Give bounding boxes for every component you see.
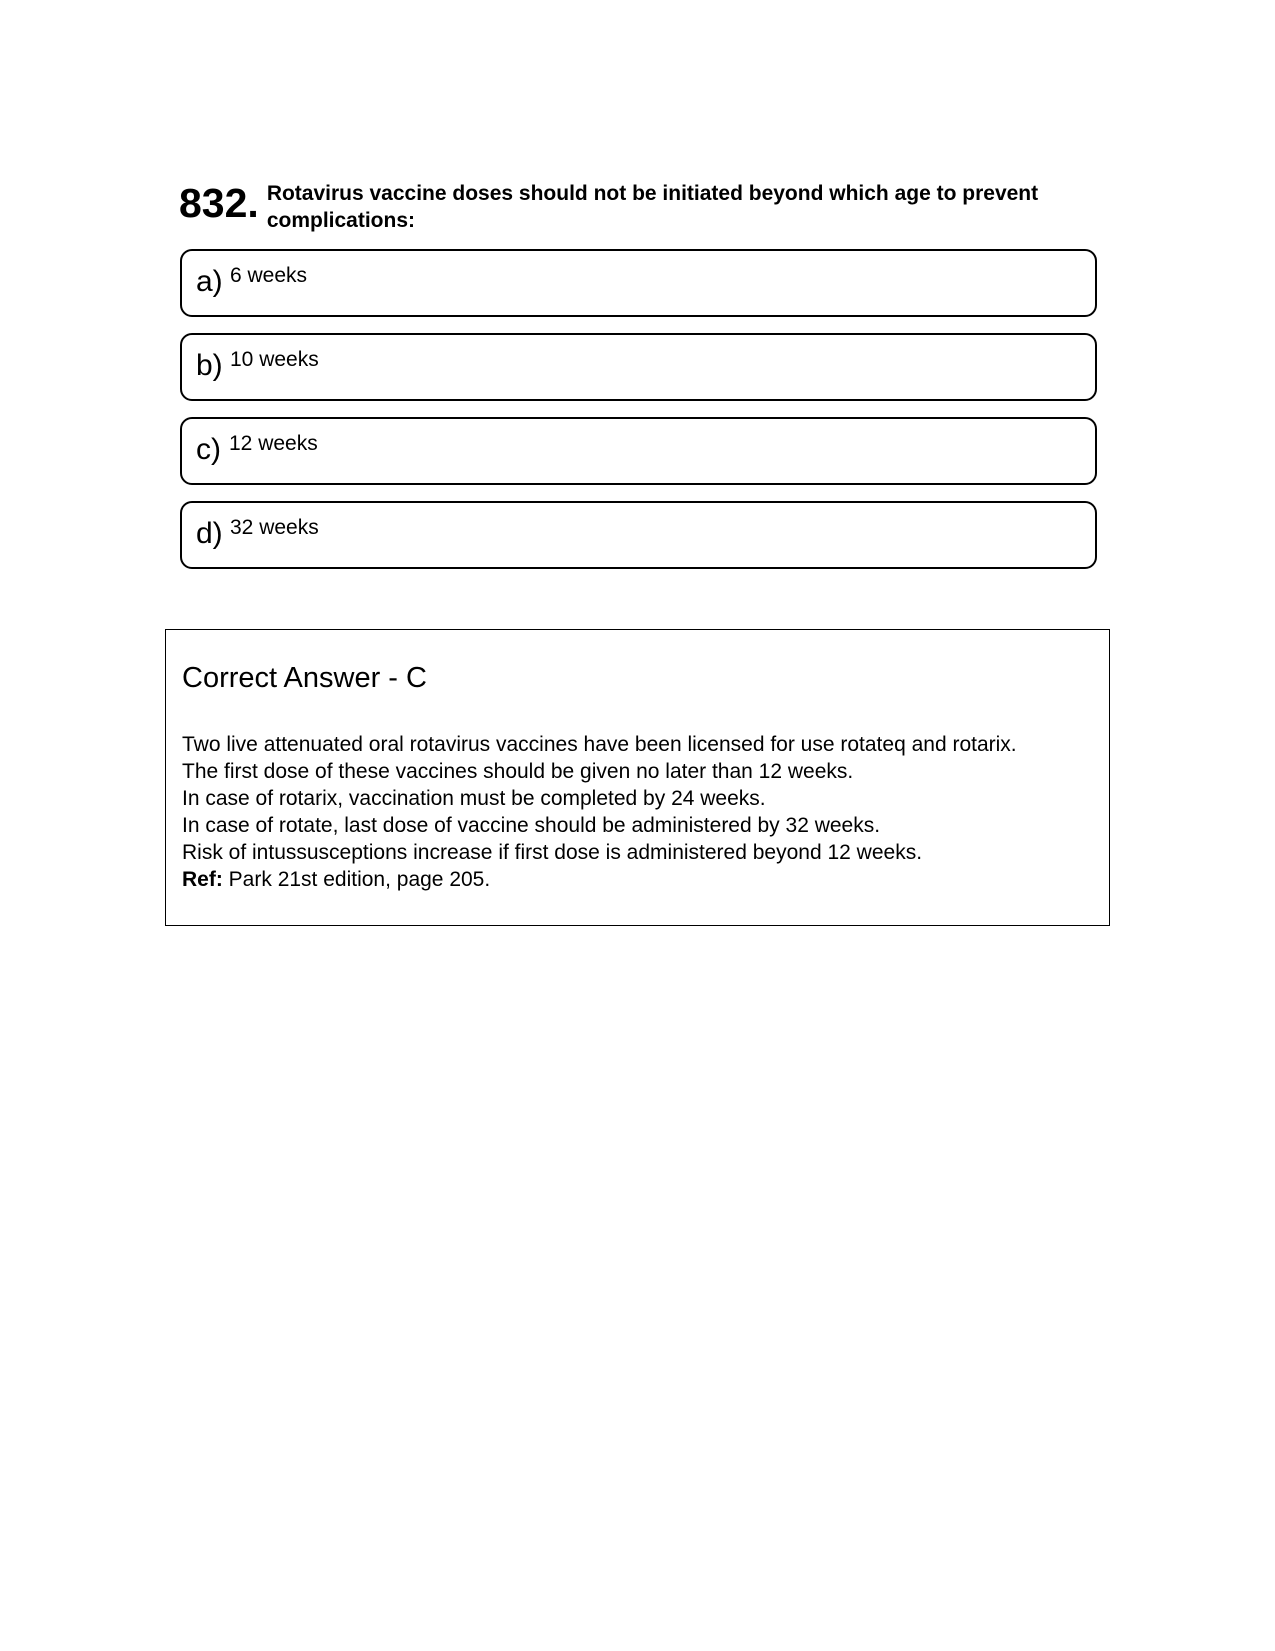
options-list bbox=[180, 249, 1097, 585]
option-text: 12 weeks bbox=[229, 432, 318, 455]
explanation-line: In case of rotate, last dose of vaccine should be administered by 32 weeks. bbox=[182, 814, 881, 837]
option-d[interactable] bbox=[180, 501, 1097, 569]
option-letter: b) bbox=[196, 349, 223, 382]
option-text: 6 weeks bbox=[230, 264, 308, 287]
option-letter: a) bbox=[196, 265, 223, 298]
option-letter: c) bbox=[196, 433, 221, 466]
explanation bbox=[182, 731, 1102, 893]
option-text: 32 weeks bbox=[230, 516, 319, 539]
question-number: 832. bbox=[179, 180, 259, 226]
question-text: Rotavirus vaccine doses should not be initiated beyond which age to prevent complications: bbox=[266, 182, 1039, 232]
reference-line bbox=[182, 866, 1102, 893]
question-header bbox=[179, 180, 1099, 234]
option-b[interactable] bbox=[180, 333, 1097, 401]
option-c[interactable] bbox=[180, 417, 1097, 485]
explanation-line: Two live attenuated oral rotavirus vaccines have been licensed for use rotateq and rotarix. bbox=[182, 733, 1017, 756]
option-a[interactable] bbox=[180, 249, 1097, 317]
reference-text: Park 21st edition, page 205. bbox=[222, 868, 491, 891]
answer-box bbox=[165, 629, 1110, 926]
option-text: 10 weeks bbox=[230, 348, 319, 371]
explanation-line: Risk of intussusceptions increase if first dose is administered beyond 12 weeks. bbox=[182, 841, 923, 864]
reference-label: Ref: bbox=[182, 868, 223, 891]
explanation-line: The first dose of these vaccines should be given no later than 12 weeks. bbox=[182, 760, 854, 783]
option-letter: d) bbox=[196, 517, 223, 550]
explanation-line: In case of rotarix, vaccination must be completed by 24 weeks. bbox=[182, 787, 766, 810]
correct-answer-title: Correct Answer - C bbox=[182, 662, 427, 694]
